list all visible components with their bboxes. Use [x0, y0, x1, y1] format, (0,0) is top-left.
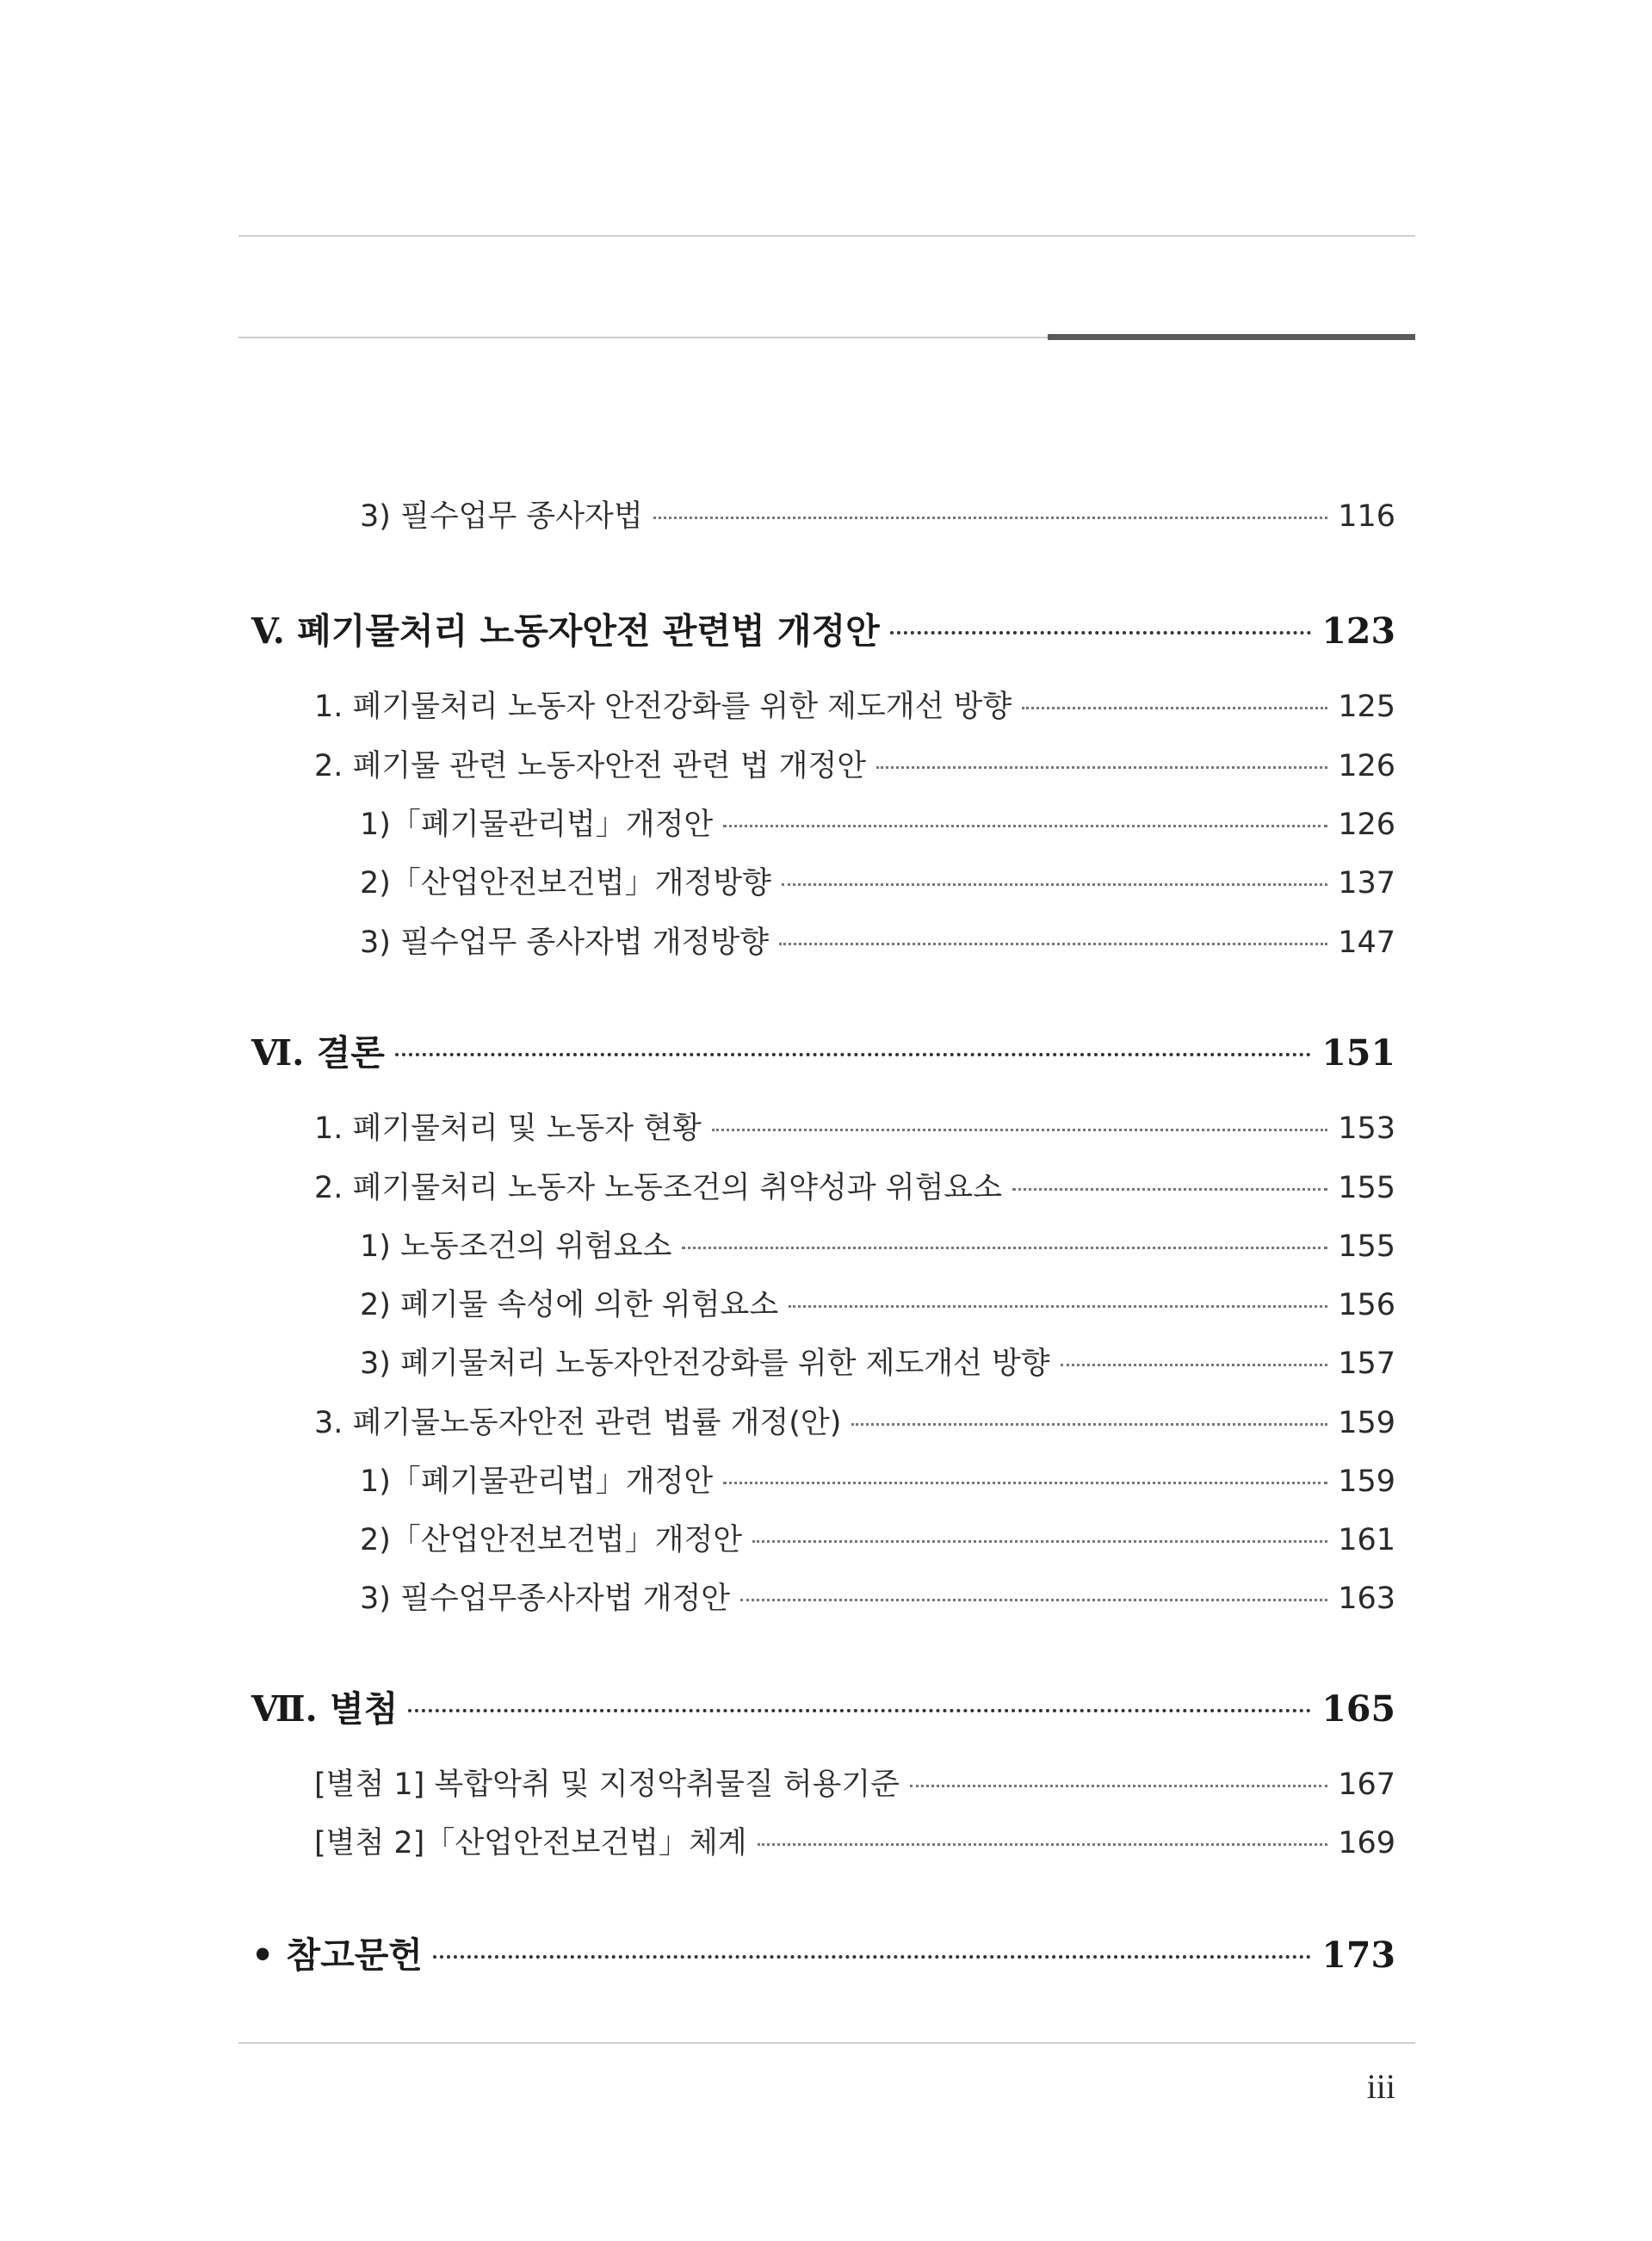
toc-chapter[interactable] — [251, 1927, 1395, 1978]
toc-chapter[interactable] — [251, 1025, 1395, 1075]
toc-entry-page: 116 — [1338, 499, 1395, 534]
toc-entry-page: 167 — [1338, 1767, 1395, 1802]
toc-entry[interactable] — [360, 801, 1395, 844]
toc-chapter-page: 123 — [1321, 610, 1395, 652]
toc-entry[interactable] — [360, 859, 1395, 902]
toc-entry[interactable] — [360, 492, 1395, 535]
dot-leader — [653, 517, 1328, 519]
toc-entry-page: 163 — [1338, 1582, 1395, 1616]
footer-rule — [238, 2042, 1415, 2044]
toc-entry-label: 2)「산업안전보건법」개정안 — [360, 1523, 743, 1557]
dot-leader — [752, 1540, 1327, 1543]
toc-entry-page: 147 — [1338, 925, 1395, 960]
toc-entry-label: 3) 필수업무 종사자법 개정방향 — [360, 925, 770, 960]
toc-entry-page: 155 — [1338, 1171, 1395, 1205]
toc-entry-page: 126 — [1338, 808, 1395, 842]
dot-leader — [740, 1599, 1327, 1601]
dot-leader — [782, 883, 1327, 886]
toc-entry-label: 1)「폐기물관리법」개정안 — [360, 808, 714, 842]
dot-leader — [789, 1305, 1327, 1308]
toc-entry-page: 159 — [1338, 1406, 1395, 1440]
toc-entry-label: 3) 폐기물처리 노동자안전강화를 위한 제도개선 방향 — [360, 1346, 1050, 1381]
toc-entry-label: 2) 폐기물 속성에 의한 위험요소 — [360, 1288, 779, 1322]
dot-leader — [395, 1053, 1312, 1056]
toc-entry[interactable] — [314, 1105, 1395, 1148]
dot-leader — [890, 631, 1312, 635]
toc-chapter-label: Ⅶ. 별첨 — [251, 1688, 399, 1730]
toc-entry[interactable] — [360, 1223, 1395, 1266]
toc-chapter-label: • 참고문헌 — [251, 1935, 423, 1976]
toc-entry-label: 1. 폐기물처리 노동자 안전강화를 위한 제도개선 방향 — [314, 690, 1012, 724]
toc-entry-page: 157 — [1338, 1346, 1395, 1381]
toc-entry-label: 2)「산업안전보건법」개정방향 — [360, 866, 771, 901]
toc-chapter[interactable] — [251, 603, 1395, 653]
toc-entry[interactable] — [314, 683, 1395, 726]
toc-entry[interactable] — [360, 1281, 1395, 1324]
dot-leader — [682, 1247, 1327, 1249]
dot-leader — [723, 825, 1327, 827]
toc-chapter-label: Ⅵ. 결론 — [251, 1032, 385, 1074]
toc-chapter[interactable] — [251, 1681, 1395, 1731]
toc-entry[interactable] — [314, 1761, 1395, 1804]
toc-entry-page: 156 — [1338, 1288, 1395, 1322]
toc-entry[interactable] — [360, 1575, 1395, 1618]
toc-entry[interactable] — [360, 1340, 1395, 1383]
toc-entry-page: 125 — [1338, 690, 1395, 724]
toc-entry-page: 155 — [1338, 1229, 1395, 1264]
toc-chapter-page: 165 — [1321, 1688, 1395, 1730]
toc-entry-label: 2. 폐기물 관련 노동자안전 관련 법 개정안 — [314, 749, 867, 783]
dot-leader — [1061, 1364, 1328, 1366]
toc-entry[interactable] — [314, 1399, 1395, 1442]
toc-entry-label: 1)「폐기물관리법」개정안 — [360, 1464, 714, 1499]
toc-entry-label: 1. 폐기물처리 및 노동자 현황 — [314, 1111, 702, 1146]
toc-entry-page: 153 — [1338, 1111, 1395, 1146]
dot-leader — [779, 943, 1327, 945]
toc-chapter-label: V. 폐기물처리 노동자안전 관련법 개정안 — [251, 610, 880, 652]
dot-leader — [712, 1129, 1327, 1131]
toc-entry-label: 1) 노동조건의 위험요소 — [360, 1229, 672, 1264]
toc-entry[interactable] — [314, 742, 1395, 785]
toc-entry[interactable] — [360, 1458, 1395, 1501]
toc-entry-label: 3) 필수업무종사자법 개정안 — [360, 1582, 731, 1616]
dot-leader — [408, 1709, 1311, 1712]
toc-entry-page: 161 — [1338, 1523, 1395, 1557]
dot-leader — [851, 1423, 1327, 1426]
toc-entry[interactable] — [360, 1516, 1395, 1559]
dot-leader — [433, 1955, 1312, 1959]
toc-entry-page: 159 — [1338, 1464, 1395, 1499]
dot-leader — [758, 1843, 1328, 1846]
dot-leader — [910, 1785, 1327, 1787]
dot-leader — [1012, 1188, 1327, 1191]
dot-leader — [876, 766, 1327, 769]
toc-entry[interactable] — [360, 919, 1395, 962]
toc-entry-label: 3) 필수업무 종사자법 — [360, 499, 643, 534]
toc-entry[interactable] — [314, 1164, 1395, 1207]
toc-entry-label: [별첨 2]「산업안전보건법」체계 — [314, 1826, 747, 1860]
toc-entry[interactable] — [314, 1819, 1395, 1862]
dot-leader — [1022, 707, 1327, 709]
toc-entry-label: 2. 폐기물처리 노동자 노동조건의 취약성과 위험요소 — [314, 1171, 1003, 1205]
toc-chapter-page: 151 — [1321, 1032, 1395, 1074]
toc-chapter-page: 173 — [1321, 1935, 1395, 1976]
toc-entry-page: 137 — [1338, 866, 1395, 901]
dot-leader — [723, 1482, 1327, 1484]
toc-entry-page: 126 — [1338, 749, 1395, 783]
toc-entry-page: 169 — [1338, 1826, 1395, 1860]
page-number: iii — [1366, 2067, 1395, 2106]
toc-entry-label: 3. 폐기물노동자안전 관련 법률 개정(안) — [314, 1406, 842, 1440]
toc-entry-label: [별첨 1] 복합악취 및 지정악취물질 허용기준 — [314, 1767, 900, 1802]
